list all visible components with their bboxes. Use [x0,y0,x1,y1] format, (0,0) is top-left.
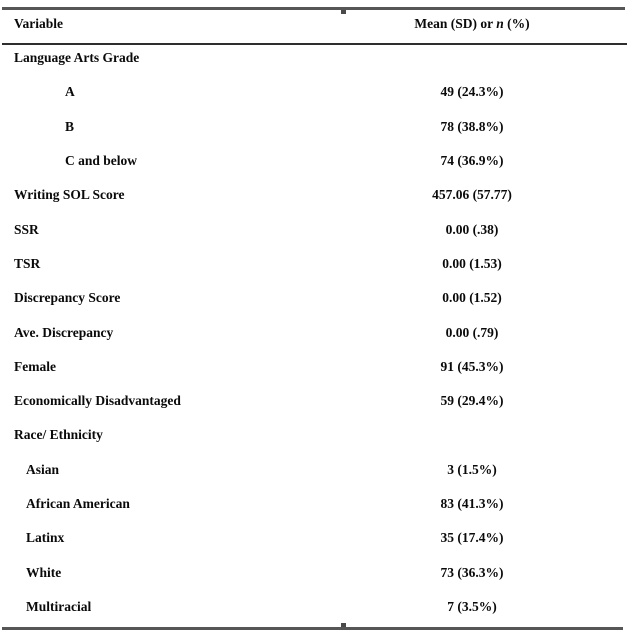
table-row [2,384,627,418]
header-value-label [322,16,622,32]
row-value: 457.06 (57.77) [432,187,512,203]
header-value-prefix: Mean (SD) or [414,16,497,31]
row-value: 7 (3.5%) [447,598,497,614]
table-row [2,487,627,521]
row-value: 0.00 (1.52) [442,290,502,306]
row-label: Ave. Discrepancy [14,324,114,340]
header-value-n-italic: n [496,16,504,31]
table-bottom-rule [2,627,623,630]
row-value: 35 (17.4%) [440,530,504,546]
row-label: Economically Disadvantaged [14,393,181,409]
row-value: 91 (45.3%) [440,358,504,374]
table-row [2,590,627,624]
table-row [2,144,627,178]
table-row [2,555,627,589]
row-value: 78 (38.8%) [440,118,504,134]
row-value: 49 (24.3%) [440,84,504,100]
row-value: 83 (41.3%) [440,496,504,511]
row-value: 0.00 (.38) [445,221,499,237]
row-value: 0.00 (1.53) [442,255,502,271]
row-value: 73 (36.3%) [440,564,504,580]
table-row [2,247,627,281]
row-label: C and below [65,153,138,169]
row-label: White [26,564,62,580]
row-label: Female [14,358,56,374]
table-row [2,178,627,212]
row-value: 59 (29.4%) [440,393,504,409]
table-row [2,41,627,75]
row-label: Asian [26,461,60,477]
row-label: Discrepancy Score [14,290,121,306]
row-label: Multiracial [26,598,92,614]
row-value: 0.00 (.79) [445,324,499,340]
row-label: African American [26,496,130,511]
table-row [2,350,627,384]
table-row [2,418,627,452]
column-boundary-tick-bottom [341,623,346,627]
row-label: Race/ Ethnicity [14,427,103,443]
table-body [2,41,627,624]
table-row [2,281,627,315]
header-value-suffix: (%) [503,16,530,31]
row-label: Latinx [26,530,65,546]
row-label: A [65,84,75,100]
table-row [2,453,627,487]
table-row [2,521,627,555]
table-row [2,212,627,246]
statistics-table [2,0,627,637]
row-label: Writing SOL Score [14,187,125,203]
table-row [2,110,627,144]
table-row [2,315,627,349]
row-value: 74 (36.9%) [440,153,504,169]
row-label: TSR [14,255,41,271]
row-label: Language Arts Grade [14,50,140,66]
header-variable-label: Variable [14,16,64,31]
row-label: B [65,118,75,134]
table-row [2,75,627,109]
table-header-row [2,9,627,39]
row-value: 3 (1.5%) [447,461,497,477]
row-label: SSR [14,221,39,237]
